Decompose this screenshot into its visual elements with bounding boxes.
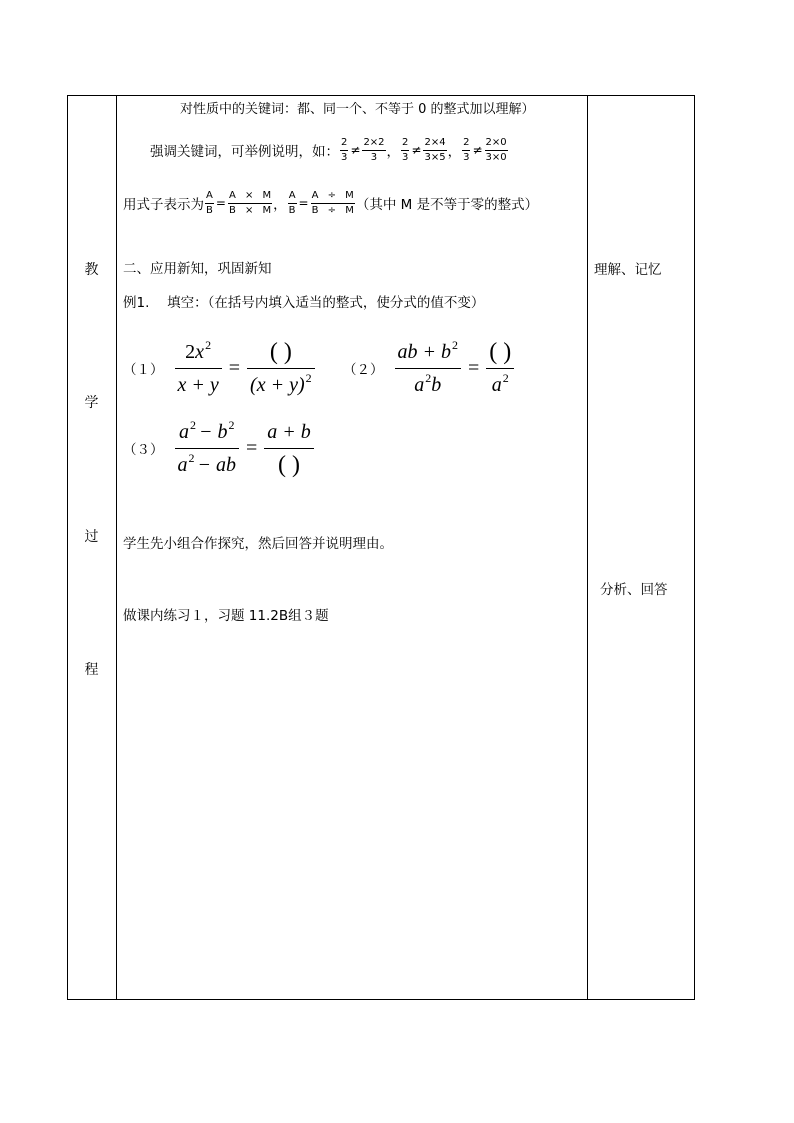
fraction	[205, 190, 214, 217]
blank-parentheses: ( )	[269, 338, 292, 365]
numerator: 2×4	[423, 137, 446, 151]
fraction	[462, 137, 470, 164]
keyword-explanation-line: 对性质中的关键词：都、同一个、不等于 0 的整式加以理解）	[180, 102, 535, 117]
student-activity-note-1: 理解、记忆	[594, 262, 662, 278]
denominator	[264, 449, 314, 479]
fraction	[485, 137, 508, 164]
not-equal-sign: ≠	[472, 143, 483, 157]
equation-2	[343, 332, 517, 404]
formula-intro-text: 用式子表示为	[123, 197, 204, 213]
section-heading: 二、应用新知，巩固新知	[123, 261, 272, 277]
denominator	[247, 369, 315, 399]
denominator	[175, 449, 240, 479]
denominator: 3	[341, 151, 348, 163]
denominator	[395, 369, 462, 399]
exponent: 2	[188, 450, 195, 465]
numerator: 2	[401, 137, 409, 151]
numerator: 2	[462, 137, 470, 151]
group-discussion-text: 学生先小组合作探究，然后回答并说明理由。	[123, 536, 393, 552]
numerator: A	[288, 190, 297, 204]
equation-label: （３）	[123, 442, 164, 458]
equal-sign: =	[246, 436, 258, 459]
fraction	[175, 338, 222, 399]
numerator	[395, 338, 462, 369]
numerator: A	[205, 190, 214, 204]
numerator: A ÷ M	[311, 190, 355, 204]
student-activity-note-2: 分析、回答	[600, 582, 668, 598]
example-heading: 例1. 填空：（在括号内填入适当的整式，使分式的值不变）	[123, 295, 485, 311]
denominator: B × M	[228, 204, 272, 216]
comma: ，	[386, 144, 401, 160]
denominator: 3	[463, 151, 470, 163]
numerator-base: a	[179, 420, 189, 443]
numerator: A × M	[228, 190, 272, 204]
exponent: 2	[205, 337, 212, 352]
formula-note-text: （其中 M 是不等于零的整式）	[355, 197, 539, 213]
fraction	[228, 190, 272, 217]
equation-3	[123, 412, 317, 484]
process-label-char-3: 过	[84, 529, 99, 545]
numerator	[175, 338, 222, 369]
denominator: x + y	[177, 373, 219, 396]
exponent: 2	[305, 370, 312, 385]
fraction	[311, 190, 355, 217]
denominator-base: (x + y)	[250, 373, 305, 396]
denominator: 3×0	[485, 151, 507, 163]
fraction	[288, 190, 297, 217]
exercise-assignment-text: 做课内练习１，习题 11.2B组３题	[123, 608, 329, 624]
equation-label: （２）	[343, 362, 384, 378]
keyword-emphasis-text: 强调关键词，可举例说明，如：	[150, 144, 339, 160]
fraction	[423, 137, 446, 164]
fraction	[247, 338, 315, 399]
numerator-base: ab + b	[397, 340, 451, 363]
process-label-char-2: 学	[84, 395, 99, 411]
process-label-char-1: 教	[84, 262, 99, 278]
exponent: 2	[228, 417, 235, 432]
comma: ，	[447, 144, 462, 160]
numerator	[486, 338, 514, 369]
blank-parentheses: ( )	[489, 338, 512, 365]
column-divider-right	[587, 96, 588, 999]
fraction	[486, 338, 514, 399]
denominator-base: a	[491, 373, 502, 396]
denominator-tail: b	[431, 373, 442, 396]
keyword-examples-line	[150, 132, 509, 168]
variable: x	[195, 340, 205, 363]
equal-sign: =	[215, 196, 226, 210]
column-divider-left	[116, 96, 117, 999]
numerator	[247, 338, 315, 369]
fraction	[395, 338, 462, 399]
fraction	[264, 418, 314, 479]
fraction	[175, 418, 240, 479]
denominator: 3	[402, 151, 409, 163]
numerator: 2	[340, 137, 348, 151]
comma: ，	[273, 197, 287, 213]
equation-1	[123, 332, 318, 404]
denominator-base: a	[414, 373, 425, 396]
numerator: 2×0	[485, 137, 508, 151]
denominator-tail: − ab	[197, 453, 236, 476]
denominator-base: a	[177, 453, 188, 476]
denominator: 3	[370, 151, 378, 163]
equal-sign: =	[468, 356, 480, 379]
fraction	[340, 137, 348, 164]
not-equal-sign: ≠	[350, 143, 361, 157]
exponent: 2	[502, 370, 509, 385]
exponent: 2	[190, 417, 196, 432]
denominator	[486, 369, 514, 399]
process-label-char-4: 程	[84, 662, 99, 678]
fraction	[401, 137, 409, 164]
blank-parentheses: ( )	[278, 451, 301, 478]
exponent: 2	[452, 337, 458, 352]
exponent: 2	[425, 370, 432, 385]
numerator: a + b	[264, 418, 314, 449]
denominator: B	[206, 204, 213, 216]
property-formula-line	[123, 186, 538, 220]
numerator: 2×2	[362, 137, 385, 151]
equation-label: （１）	[123, 362, 164, 378]
numerator	[175, 418, 240, 449]
denominator: B	[288, 204, 296, 216]
denominator: B ÷ M	[311, 204, 354, 216]
denominator: 3×5	[424, 151, 446, 163]
equal-sign: =	[298, 196, 309, 210]
numerator-tail: − b	[199, 420, 228, 443]
coefficient: 2	[185, 340, 196, 363]
not-equal-sign: ≠	[411, 143, 422, 157]
equal-sign: =	[228, 356, 241, 379]
fraction	[362, 137, 385, 164]
